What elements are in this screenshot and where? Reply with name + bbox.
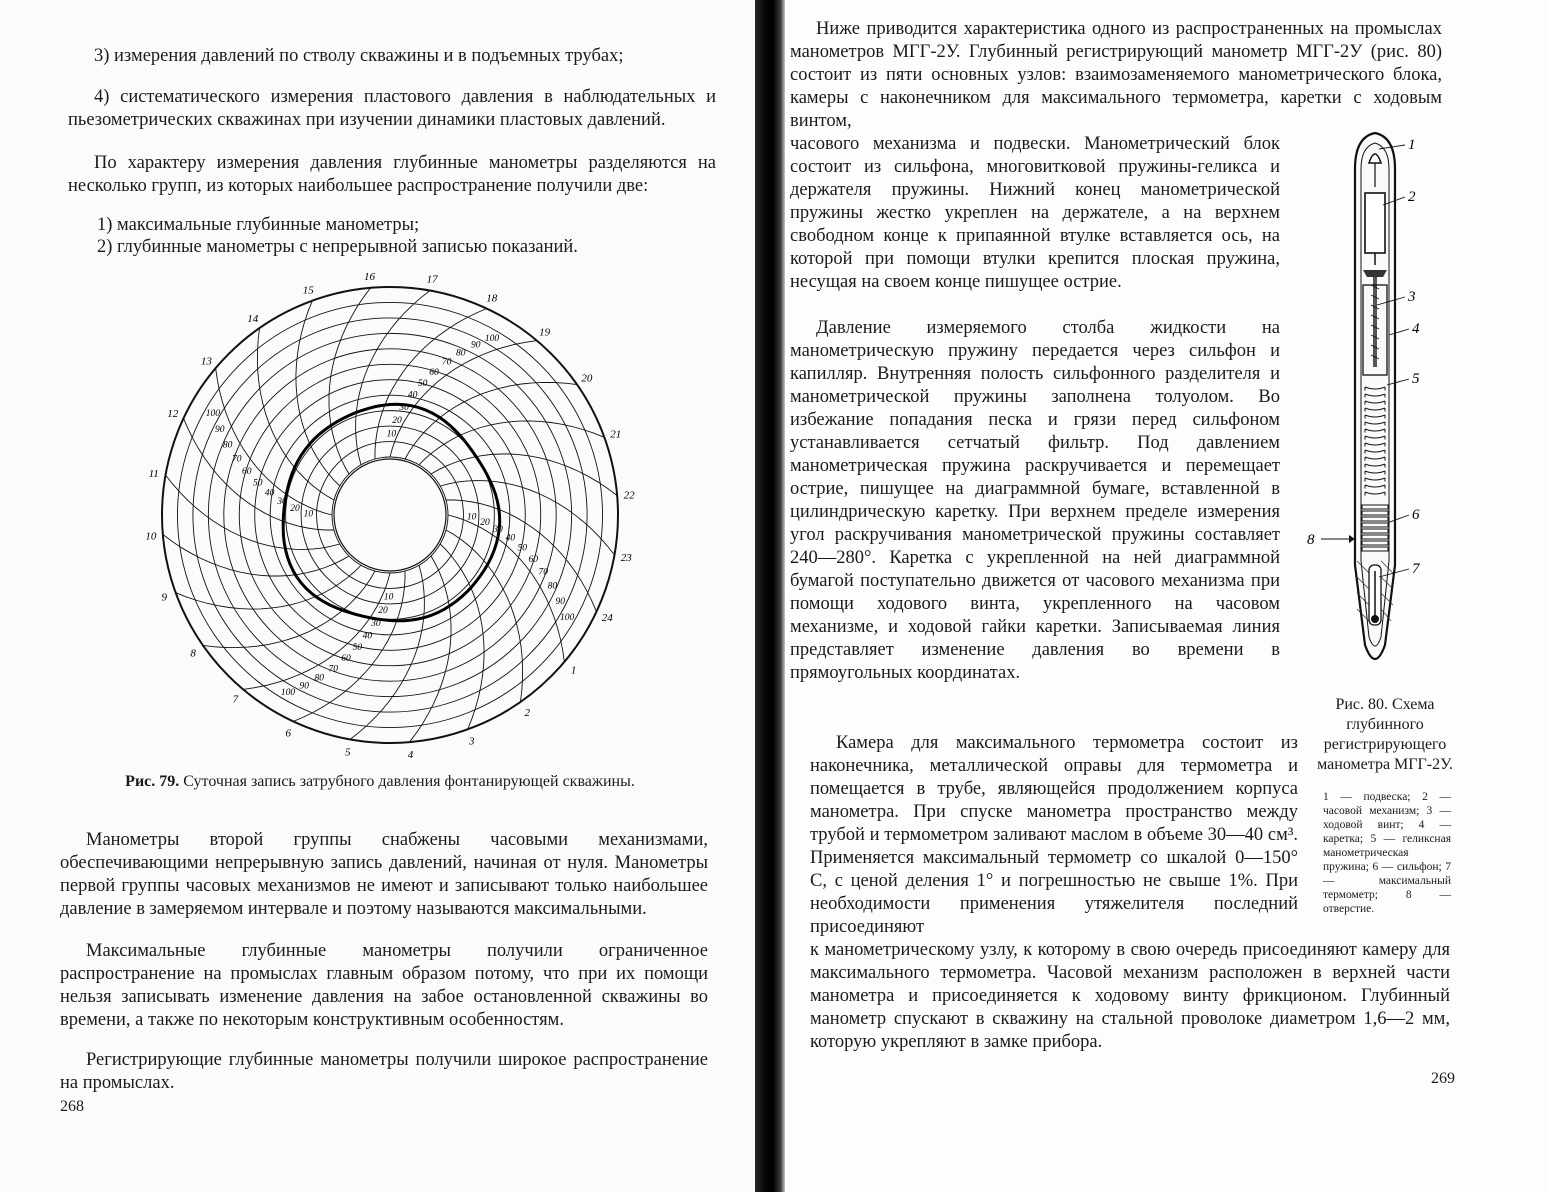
- page-number-left: 268: [60, 1098, 84, 1115]
- chart-hour-label: 3: [468, 735, 475, 748]
- figure-79-caption: [120, 772, 640, 792]
- figure-79-circular-chart: [145, 270, 635, 762]
- chart-hour-label: 24: [601, 611, 613, 624]
- chart-scale-label: 60: [242, 467, 252, 477]
- chart-hour-label: 9: [161, 591, 168, 604]
- chart-scale-label: 100: [559, 613, 575, 623]
- chart-scale-label: 40: [407, 390, 418, 401]
- chart-scale-label: 80: [455, 348, 466, 359]
- chart-hour-label: 14: [247, 313, 259, 326]
- chart-hour-label: 13: [200, 355, 212, 368]
- chart-scale-label: 50: [517, 543, 527, 554]
- chart-hour-label: 4: [407, 749, 414, 762]
- paragraph-max-manometers: Максимальные глубинные манометры получили ограниченное распространение на промыслах главным образом потому, что при их помощи нельзя записывать изменение давления на забое остановленной скважины во времени, а также по некоторым конструктивным особенностям.: [60, 941, 708, 1030]
- left-page: [0, 0, 755, 1192]
- fig80-part-2: 2: [1408, 189, 1416, 205]
- book-gutter: [755, 0, 785, 1192]
- chart-hour-label: 19: [539, 326, 551, 339]
- chart-scale-label: 40: [505, 533, 516, 544]
- chart-hour-label: 7: [232, 693, 239, 706]
- chart-hour-label: 18: [486, 292, 498, 305]
- fig80-part-4: 4: [1412, 321, 1420, 337]
- chart-scale-label: 70: [538, 567, 549, 578]
- chart-scale-label: 10: [383, 592, 394, 603]
- paragraph-thermometer-chamber: Камера для максимального термометра состоит из наконечника, металлической оправы для термометра и помещается в трубе, являющейся продолжением корпуса манометра. При спуске манометра пространство между трубой и термометром заливают маслом в объеме 30—40 см³. Применяется максимальный термометр со шкалой 0—150° С, с ценой деления 1° и погрешностью не свыше 1%. При необходимости применения утяжелителя последний присоединяют: [810, 733, 1298, 937]
- figure-80-caption: Рис. 80. Схема глубинного регистрирующего манометра МГГ-2У.: [1317, 696, 1453, 773]
- chart-hour-line: [203, 571, 375, 648]
- chart-scale-label: 20: [378, 606, 388, 616]
- chart-hour-label: 17: [426, 273, 438, 286]
- chart-hour-line: [257, 328, 334, 500]
- chart-scale-label: 70: [328, 664, 339, 675]
- fig80-part-3: 3: [1408, 289, 1416, 305]
- chart-scale-label: 70: [231, 454, 242, 465]
- chart-scale-label: 10: [386, 429, 397, 440]
- page-number-right: 269: [1431, 1070, 1455, 1087]
- chart-scale-label: 30: [399, 403, 409, 413]
- paragraph-second-group: Манометры второй группы снабжены часовыми механизмами, обеспечивающими непрерывную запись давлений, начиная от нуля. Манометры первой группы часовых механизмов не имеют и записывают только наибольшее давление в замеряемом интервале и поэтому называются максимальными.: [60, 830, 708, 919]
- fig80-part-7: 7: [1412, 561, 1420, 577]
- list-item-3: 3) измерения давлений по стволу скважины и в подъемных трубах;: [94, 46, 624, 66]
- chart-scale-label: 90: [471, 340, 481, 351]
- figure-80-manometer-schematic: [1305, 125, 1465, 685]
- chart-scale-label: 100: [280, 688, 296, 699]
- chart-scale-label: 80: [222, 440, 233, 451]
- chart-scale-label: 40: [362, 631, 373, 642]
- chart-scale-label: 100: [205, 409, 221, 419]
- list-item-group-2: 2) глубинные манометры с непрерывной записью показаний.: [97, 237, 578, 257]
- chart-scale-label: 30: [493, 525, 503, 536]
- right-page: [785, 0, 1549, 1192]
- paragraph-mgg2u-intro: Ниже приводится характеристика одного из распространенных на промыслах манометров МГГ-2У. Глубинный регистрирующий манометр МГГ-2У (рис. 80) состоит из пяти основных узлов: взаимозаменяемого манометрического блока, камеры с наконечником для максимального термометра, каретки с ходовым винтом,: [790, 19, 1442, 131]
- chart-hour-line: [405, 382, 577, 459]
- chart-scale-label: 30: [371, 619, 381, 629]
- chart-scale-label: 10: [303, 509, 314, 520]
- chart-scale-label: 60: [528, 555, 538, 565]
- fig80-part-1: 1: [1408, 137, 1416, 153]
- chart-scale-label: 50: [253, 478, 263, 489]
- chart-scale-label: 30: [277, 496, 287, 507]
- chart-scale-label: 90: [555, 596, 566, 607]
- chart-scale-label: 90: [214, 425, 225, 436]
- paragraph-clock-mechanism: к манометрическому узлу, к которому в свою очередь присоединяют камеру для максимального термометра. Часовой механизм расположен в верхней части манометра и присоединяется к ходовому винту фрикционом. Глубинный манометр спускают в скважину на стальной проволоке диаметром 1,6—2 мм, которую укрепляют в замке прибора.: [810, 940, 1450, 1052]
- chart-hour-label: 23: [620, 552, 632, 565]
- fig80-part-6: 6: [1412, 507, 1420, 523]
- chart-center-hole: [334, 459, 446, 571]
- chart-scale-label: 100: [484, 333, 500, 344]
- chart-hour-label: 20: [581, 372, 593, 385]
- figure-80-legend: 1 — подвеска; 2 — часовой механизм; 3 — ходовой винт; 4 — каретка; 5 — геликсная манометрическая пружина; 6 — сильфон; 7 — максимальный термометр; 8 — отверстие.: [1323, 791, 1451, 915]
- fig80-part-5: 5: [1412, 371, 1420, 387]
- chart-hour-label: 5: [345, 746, 351, 759]
- chart-hour-label: 15: [302, 284, 314, 297]
- chart-hour-label: 16: [364, 270, 375, 283]
- chart-hour-label: 10: [145, 530, 157, 543]
- chart-scale-label: 20: [392, 416, 402, 426]
- list-item-group-1: 1) максимальные глубинные манометры;: [97, 215, 420, 235]
- figure-79-caption-text: Суточная запись затрубного давления фонтанирующей скважины.: [183, 773, 635, 790]
- chart-scale-label: 80: [314, 673, 325, 684]
- paragraph-mgg2u-block: часового механизма и подвески. Манометрический блок состоит из сильфона, многовитковой пружины-геликса и держателя пружины. Нижний конец манометрической пружины жестко укреплен на держателе, а на верхнем свободном конце к припаянной втулке вставляется ось, на которой при помощи втулки крепится плоская пружина, несущая на своем конце пишущее острие.: [790, 134, 1280, 292]
- chart-scale-label: 10: [466, 512, 477, 523]
- chart-hour-label: 11: [148, 467, 159, 480]
- chart-hour-label: 21: [610, 428, 622, 441]
- chart-scale-label: 80: [547, 581, 558, 592]
- chart-scale-label: 60: [341, 654, 351, 665]
- list-item-4: 4) систематического измерения пластового давления в наблюдательных и пьезометрических скважинах при изучении динамики пластовых давлений.: [68, 87, 716, 130]
- chart-hour-label: 1: [570, 664, 577, 677]
- chart-scale-label: 20: [480, 518, 490, 528]
- chart-scale-label: 40: [264, 488, 275, 499]
- chart-scale-label: 20: [290, 504, 300, 514]
- fig80-part-8: 8: [1307, 532, 1315, 548]
- chart-hour-label: 2: [524, 706, 531, 719]
- chart-scale-label: 90: [299, 681, 309, 692]
- figure-79-caption-label: Рис. 79.: [125, 773, 180, 790]
- paragraph-pressure-transfer: Давление измеряемого столба жидкости на манометрическую пружину передается через сильфон и капилляр. Внутренняя полость сильфонного разделителя и манометрической пружины заполнена толуолом. Во избежание попадания песка и грязи перед сильфоном устанавливается сетчатый фильтр. Под давлением манометрическая пружина раскручивается и перемещает острие, пишущее на диаграммной бумаге, вставленной в цилиндрическую каретку. При верхнем пределе измерения угол раскручивания манометрической пружины составляет 240—280°. Каретка с укрепленной на ней диаграммной бумагой поступательно движется от часового механизма при помощи ходового винта, укрепленного на часовом механизме, и ходовой гайки каретки. Записываемая линия представляет изменение давления во времени в прямоугольных координатах.: [790, 318, 1280, 683]
- chart-hour-label: 22: [623, 489, 635, 502]
- chart-hour-line: [446, 530, 523, 702]
- chart-scale-label: 60: [429, 367, 439, 378]
- chart-hour-label: 6: [285, 727, 291, 740]
- paragraph-recording-manometers: Регистрирующие глубинные манометры получили широкое распространение на промыслах.: [60, 1050, 708, 1093]
- chart-scale-label: 50: [417, 378, 428, 389]
- chart-hour-label: 12: [167, 408, 179, 421]
- paragraph-groups: По характеру измерения давления глубинные манометры разделяются на несколько групп, из которых наибольшее распространение получили две:: [68, 153, 716, 196]
- chart-scale-label: 50: [352, 643, 363, 654]
- chart-hour-label: 8: [190, 647, 196, 660]
- chart-scale-label: 70: [441, 357, 452, 368]
